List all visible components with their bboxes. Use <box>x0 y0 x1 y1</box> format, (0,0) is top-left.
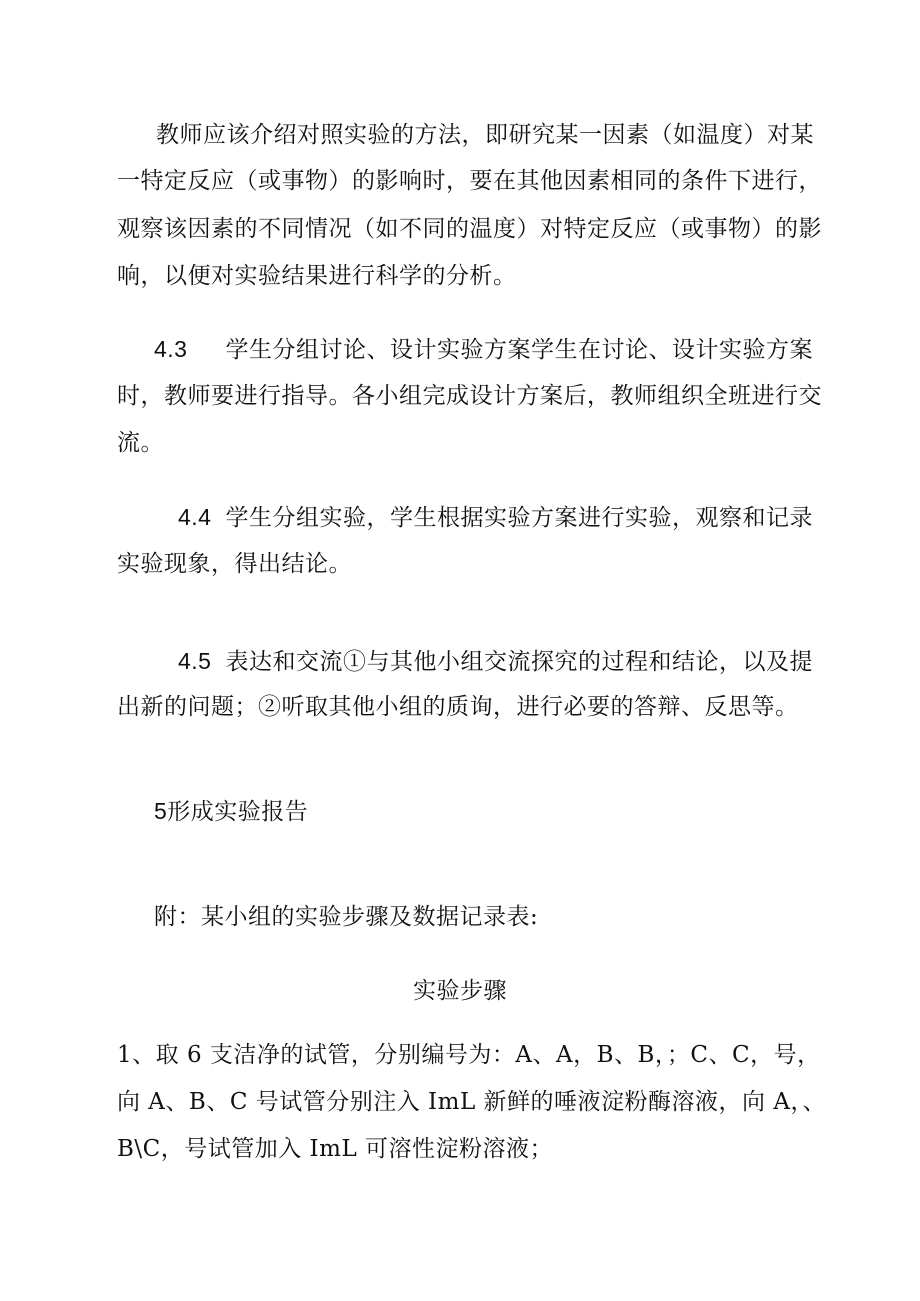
paragraph-control-line-2: 一特定反应（或事物）的影响时，要在其他因素相同的条件下进行， <box>117 168 822 194</box>
step-1-line-3: B\C，号试管加入 ImL 可溶性淀粉溶液； <box>117 1136 554 1162</box>
section-4-3-line-3: 流。 <box>117 430 164 456</box>
paragraph-control-line-4: 响，以便对实验结果进行科学的分析。 <box>117 263 517 289</box>
section-4-3-line-1: 学生分组讨论、设计实验方案学生在讨论、设计实验方案 <box>225 337 813 363</box>
section-4-4-line-2: 实验现象，得出结论。 <box>117 551 352 577</box>
section-4-4-line-1: 学生分组实验，学生根据实验方案进行实验，观察和记录 <box>225 505 813 531</box>
step-1-line-2: 向 A、B、C 号试管分别注入 ImL 新鲜的唾液淀粉酶溶液，向 A，、 <box>117 1089 826 1115</box>
paragraph-control-line-1: 教师应该介绍对照实验的方法，即研究某一因素（如温度）对某 <box>156 122 814 148</box>
appendix-intro: 附：某小组的实验步骤及数据记录表: <box>154 904 539 930</box>
section-5-number: 5 <box>154 798 168 824</box>
step-1-line-1: 1、取 6 支洁净的试管，分别编号为：A、A，B、B，；C、C，号， <box>117 1042 821 1068</box>
section-5-title: 形成实验报告 <box>167 799 309 825</box>
section-4-3-number: 4.3 <box>154 336 188 362</box>
section-4-4-number: 4.4 <box>178 504 212 530</box>
section-5-heading <box>154 796 308 827</box>
section-4-5-line-1: 表达和交流①与其他小组交流探究的过程和结论，以及提 <box>225 649 813 675</box>
section-4-5-number: 4.5 <box>178 648 212 674</box>
section-4-3-first-line <box>154 334 813 365</box>
section-4-5-first-line <box>178 646 813 677</box>
paragraph-control-line-3: 观察该因素的不同情况（如不同的温度）对特定反应（或事物）的影 <box>117 216 822 242</box>
section-4-3-line-2: 时，教师要进行指导。各小组完成设计方案后，教师组织全班进行交 <box>117 383 822 409</box>
section-4-4-first-line <box>178 502 813 533</box>
section-4-5-line-2: 出新的问题；②听取其他小组的质询，进行必要的答辩、反思等。 <box>117 694 799 720</box>
steps-heading: 实验步骤 <box>413 978 507 1004</box>
